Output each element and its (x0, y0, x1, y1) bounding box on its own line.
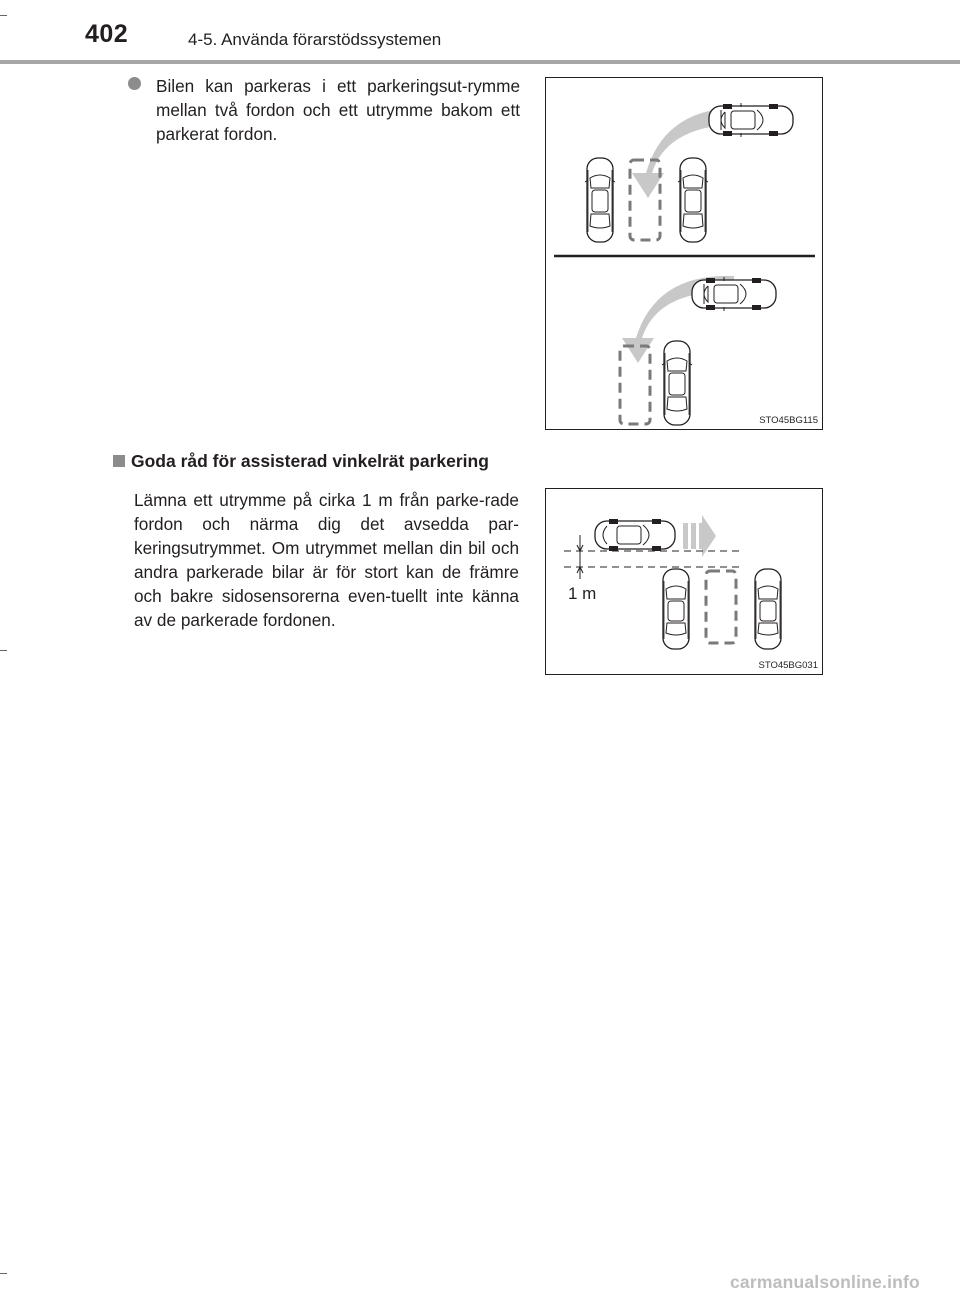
parking-illustration-2 (546, 489, 824, 676)
crop-mark-middle (0, 650, 7, 651)
subheading-text: Goda råd för assisterad vinkelrät parkering (131, 451, 489, 471)
crop-mark-bottom (0, 1273, 7, 1274)
bullet-item (132, 74, 520, 146)
bullet-text: Bilen kan parkeras i ett parkeringsut-rymme mellan två fordon och ett utrymme bakom ett parkerat fordon. (156, 76, 520, 144)
distance-label: 1 m (568, 584, 597, 603)
watermark: carmanualsonline.info (730, 1272, 920, 1292)
figure-code-1: STO45BG115 (759, 415, 818, 426)
section-title: 4-5. Använda förarstödssystemen (188, 30, 442, 49)
header-rule (0, 60, 960, 64)
page-number: 402 (85, 20, 129, 48)
figure-code-2: STO45BG031 (758, 660, 818, 671)
advice-paragraph: Lämna ett utrymme på cirka 1 m från parke-rade fordon och närma dig det avsedda par-keringsutrymmet. Om utrymmet mellan din bil och andra parkerade bilar är för stort kan de främre och bakre sidosensorerna even-tuellt inte känna av de parkerade fordonen. (134, 490, 519, 630)
figure-distance (545, 488, 823, 675)
figure-parking-spaces (545, 77, 823, 430)
subheading-square-icon (113, 455, 125, 467)
parking-illustration-1 (546, 78, 824, 431)
subheading (113, 451, 489, 472)
bullet-dot-icon (128, 77, 141, 90)
crop-mark-top (0, 15, 7, 16)
